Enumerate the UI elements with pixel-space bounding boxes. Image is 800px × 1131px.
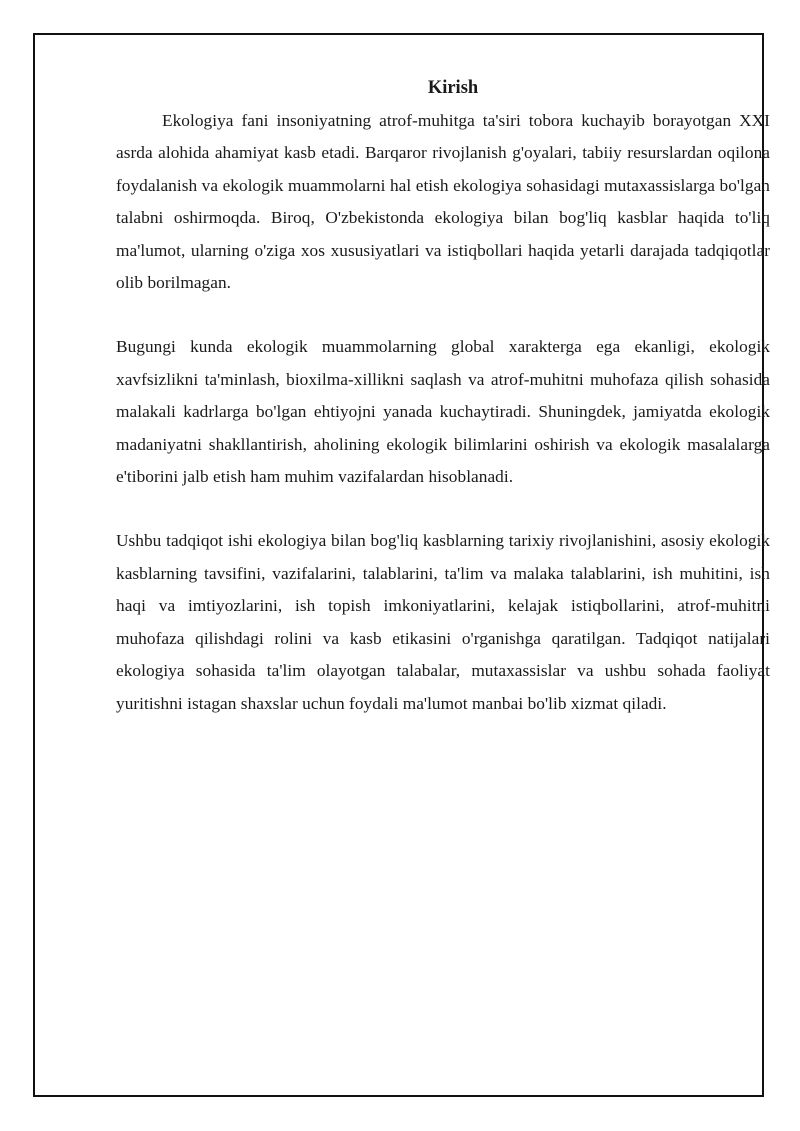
document-body bbox=[116, 76, 770, 720]
paragraph-2: Bugungi kunda ekologik muammolarning global xarakterga ega ekanligi, ekologik xavfsizlikni ta'minlash, bioxilma-xillikni saqlash va atrof-muhitni muhofaza qilish sohasida malakali kadrlarga bo'lgan ehtiyojni yanada kuchaytiradi. Shuningdek, jamiyatda ekologik madaniyatni shakllantirish, aholining ekologik bilimlarini oshirish va ekologik masalalarga e'tiborini jalb etish ham muhim vazifalardan hisoblanadi. bbox=[116, 337, 770, 487]
paragraph-1: Ekologiya fani insoniyatning atrof-muhitga ta'siri tobora kuchayib borayotgan XXI asrda alohida ahamiyat kasb etadi. Barqaror rivojlanish g'oyalari, tabiiy resurslardan oqilona foydalanish va ekologik muammolarni hal etish ekologiya sohasidagi mutaxassislarga bo'lgan talabni oshirmoqda. Biroq, O'zbekistonda ekologiya bilan bog'liq kasblar haqida to'liq ma'lumot, ularning o'ziga xos xususiyatlari va istiqbollari haqida yetarli darajada tadqiqotlar olib borilmagan. bbox=[116, 111, 770, 293]
document-title: Kirish bbox=[427, 78, 479, 98]
paragraph-3: Ushbu tadqiqot ishi ekologiya bilan bog'liq kasblarning tarixiy rivojlanishini, asosiy ekologik kasblarning tavsifini, vazifalarini, talablarini, ta'lim va malaka talablarini, ish muhitini, ish haqi va imtiyozlarini, ish topish imkoniyatlarini, kelajak istiqbollarini, atrof-muhitni muhofaza qilishdagi rolini va kasb etikasini o'rganishga qaratilgan. Tadqiqot natijalari ekologiya sohasida ta'lim olayotgan talabalar, mutaxassislar va ushbu sohada faoliyat yuritishni istagan shaxslar uchun foydali ma'lumot manbai bo'lib xizmat qiladi. bbox=[116, 531, 770, 713]
